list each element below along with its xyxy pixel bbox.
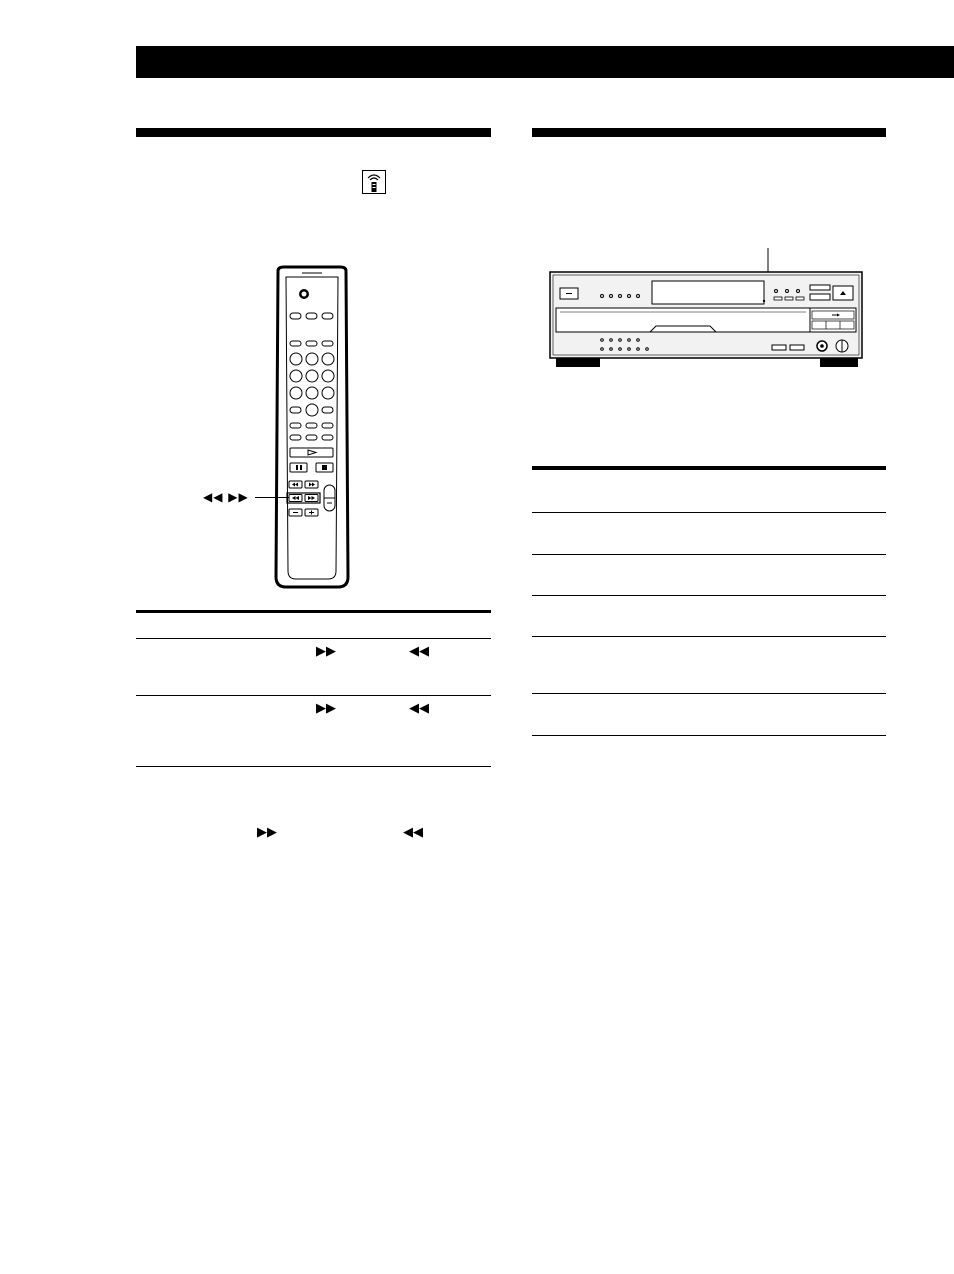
left-section-rule (136, 128, 491, 137)
right-table-rule (532, 595, 886, 596)
remote-callout-label: ◀◀ ▶▶ (203, 490, 249, 504)
right-table-rule (532, 636, 886, 637)
rewind-icon: ◀◀ (403, 825, 423, 840)
right-table-top-rule (532, 466, 886, 470)
fast-forward-icon: ▶▶ (316, 644, 336, 659)
right-table-bottom-rule (532, 735, 886, 736)
remote-callout-line (255, 497, 289, 498)
left-table-rule (136, 695, 491, 696)
remote-control-illustration (272, 265, 352, 590)
right-section-rule (532, 128, 886, 137)
left-table-top-rule (136, 610, 491, 613)
cd-player-illustration (546, 248, 868, 372)
page-header-band (136, 46, 954, 78)
right-table-rule (532, 512, 886, 513)
rewind-icon: ◀◀ (409, 644, 429, 659)
fast-forward-icon: ▶▶ (257, 825, 277, 840)
right-table-rule (532, 554, 886, 555)
right-table-rule (532, 693, 886, 694)
rewind-icon: ◀◀ (409, 701, 429, 716)
fast-forward-icon: ▶▶ (316, 701, 336, 716)
remote-control-icon (362, 170, 386, 194)
left-table-bottom-rule (136, 766, 491, 767)
left-table-rule (136, 638, 491, 639)
